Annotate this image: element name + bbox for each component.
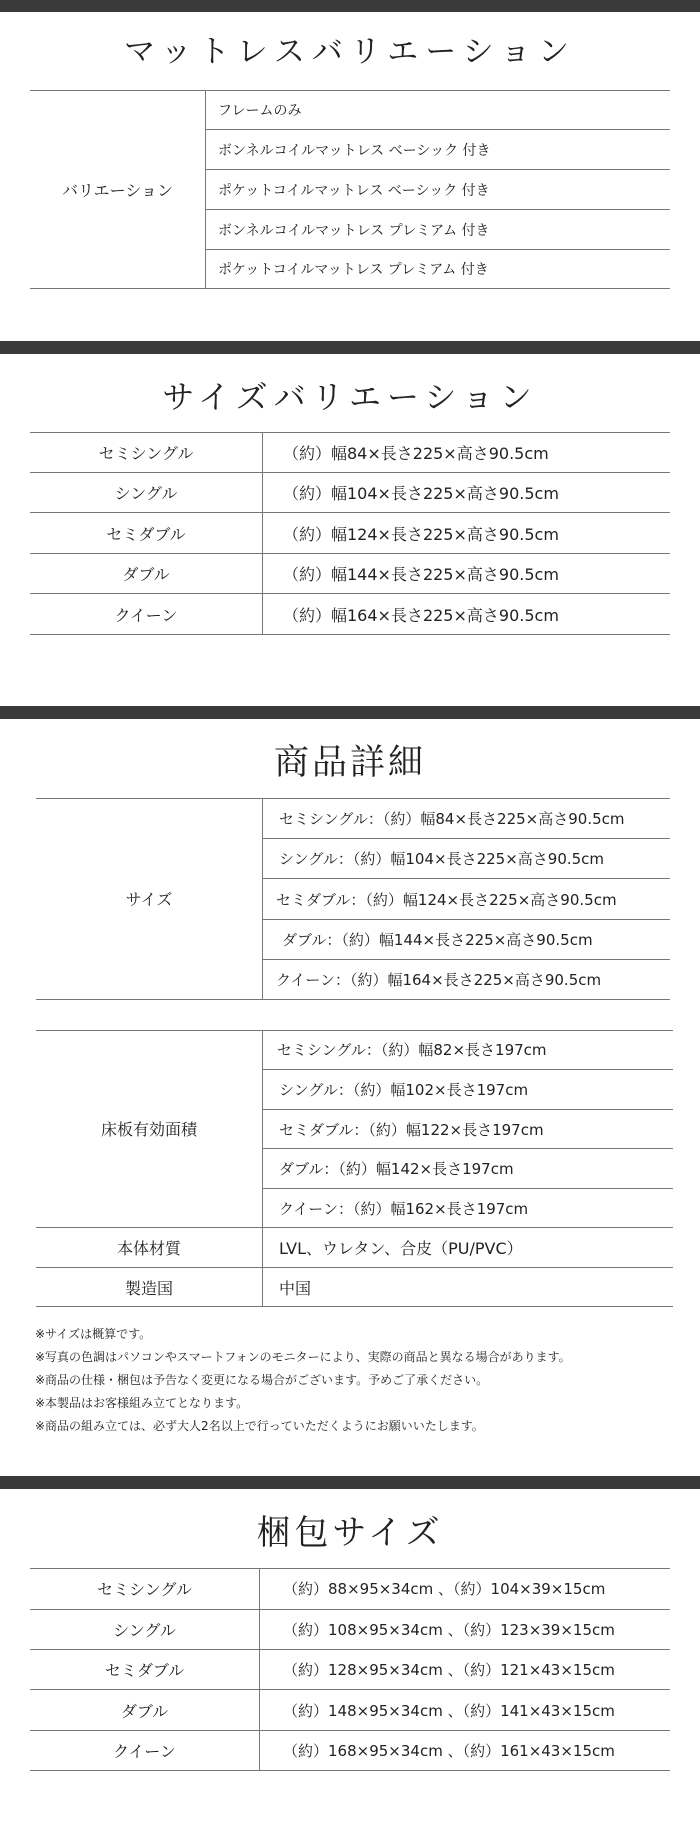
note-line: ※写真の色調はパソコンやスマートフォンのモニターにより、実際の商品と異なる場合があります。 bbox=[35, 1350, 571, 1364]
variation-option: ボンネルコイルマットレス ベーシック 付き bbox=[218, 142, 491, 159]
size-name: セミダブル bbox=[106, 524, 186, 544]
package-value: （約）88×95×34cm 、（約）104×39×15cm bbox=[283, 1580, 606, 1598]
note-line: ※商品の仕様・梱包は予告なく変更になる場合がございます。予めご了承ください。 bbox=[35, 1373, 489, 1387]
variation-label: バリエーション bbox=[61, 180, 174, 200]
size-name: シングル bbox=[114, 484, 178, 503]
package-value: （約）108×95×34cm 、（約）123×39×15cm bbox=[283, 1621, 615, 1639]
table-rule bbox=[36, 1306, 673, 1307]
size-value: （約）幅84×長さ225×高さ90.5cm bbox=[283, 443, 549, 463]
floor-area-row: クイーン：（約）幅162×長さ197cm bbox=[279, 1199, 529, 1218]
package-size-title: 梱包サイズ bbox=[256, 1513, 444, 1553]
package-value: （約）168×95×34cm 、（約）161×43×15cm bbox=[283, 1742, 615, 1760]
variation-option: ポケットコイルマットレス ベーシック 付き bbox=[218, 182, 490, 199]
section-divider-bar bbox=[0, 706, 700, 719]
top-divider-bar bbox=[0, 0, 700, 12]
size-variation-title: サイズバリエーション bbox=[162, 378, 538, 416]
details-size-row: クイーン：（約）幅164×長さ225×高さ90.5cm bbox=[276, 971, 602, 989]
package-value: （約）128×95×34cm 、（約）121×43×15cm bbox=[283, 1661, 615, 1679]
note-line: ※本製品はお客様組み立てとなります。 bbox=[35, 1396, 249, 1410]
note-line: ※商品の組み立ては、必ず大人2名以上で行っていただくようにお願いいたします。 bbox=[35, 1419, 484, 1433]
floor-area-row: セミシングル：（約）幅82×長さ197cm bbox=[277, 1041, 547, 1059]
variation-option: ポケットコイルマットレス プレミアム 付き bbox=[218, 262, 489, 278]
size-value: （約）幅144×長さ225×高さ90.5cm bbox=[283, 565, 559, 584]
floor-area-label: 床板有効面積 bbox=[100, 1120, 197, 1139]
origin-value: 中国 bbox=[279, 1278, 312, 1298]
table-column-divider bbox=[205, 90, 206, 288]
note-line: ※サイズは概算です。 bbox=[35, 1327, 152, 1341]
table-column-divider bbox=[262, 432, 263, 634]
details-size-row: シングル：（約）幅104×長さ225×高さ90.5cm bbox=[279, 850, 605, 868]
table-rule bbox=[30, 1770, 670, 1771]
size-value: （約）幅164×長さ225×高さ90.5cm bbox=[283, 605, 559, 625]
size-name: ダブル bbox=[122, 565, 170, 584]
table-rule bbox=[30, 288, 670, 289]
package-name: セミシングル bbox=[97, 1580, 192, 1599]
details-size-row: セミシングル：（約）幅84×長さ225×高さ90.5cm bbox=[279, 809, 625, 828]
material-label: 本体材質 bbox=[116, 1239, 181, 1258]
section-divider-bar bbox=[0, 341, 700, 354]
material-value: LVL、ウレタン、合皮（PU/PVC） bbox=[279, 1239, 523, 1258]
package-name: クイーン bbox=[113, 1742, 176, 1761]
table-column-divider bbox=[262, 798, 263, 999]
table-column-divider bbox=[259, 1568, 260, 1770]
table-column-divider bbox=[262, 1030, 263, 1306]
table-rule bbox=[36, 999, 670, 1000]
package-value: （約）148×95×34cm 、（約）141×43×15cm bbox=[283, 1701, 615, 1720]
product-details-title: 商品詳細 bbox=[273, 743, 426, 783]
floor-area-row: シングル：（約）幅102×長さ197cm bbox=[279, 1081, 529, 1099]
size-value: （約）幅124×長さ225×高さ90.5cm bbox=[283, 524, 559, 544]
details-size-label: サイズ bbox=[125, 890, 173, 909]
floor-area-row: セミダブル：（約）幅122×長さ197cm bbox=[279, 1120, 544, 1139]
package-name: ダブル bbox=[120, 1701, 169, 1721]
size-value: （約）幅104×長さ225×高さ90.5cm bbox=[283, 484, 559, 503]
mattress-variation-title: マットレスバリエーション bbox=[124, 34, 576, 70]
table-rule bbox=[30, 634, 670, 635]
variation-option: フレームのみ bbox=[218, 102, 302, 119]
size-name: セミシングル bbox=[98, 443, 194, 463]
size-name: クイーン bbox=[114, 605, 178, 625]
package-name: セミダブル bbox=[104, 1661, 185, 1680]
section-divider-bar bbox=[0, 1476, 700, 1489]
details-size-row: セミダブル：（約）幅124×長さ225×高さ90.5cm bbox=[276, 890, 617, 909]
floor-area-row: ダブル：（約）幅142×長さ197cm bbox=[279, 1160, 514, 1178]
details-size-row: ダブル：（約）幅144×長さ225×高さ90.5cm bbox=[282, 931, 593, 949]
origin-label: 製造国 bbox=[124, 1278, 173, 1298]
variation-option: ボンネルコイルマットレス プレミアム 付き bbox=[218, 222, 490, 239]
package-name: シングル bbox=[113, 1621, 176, 1640]
